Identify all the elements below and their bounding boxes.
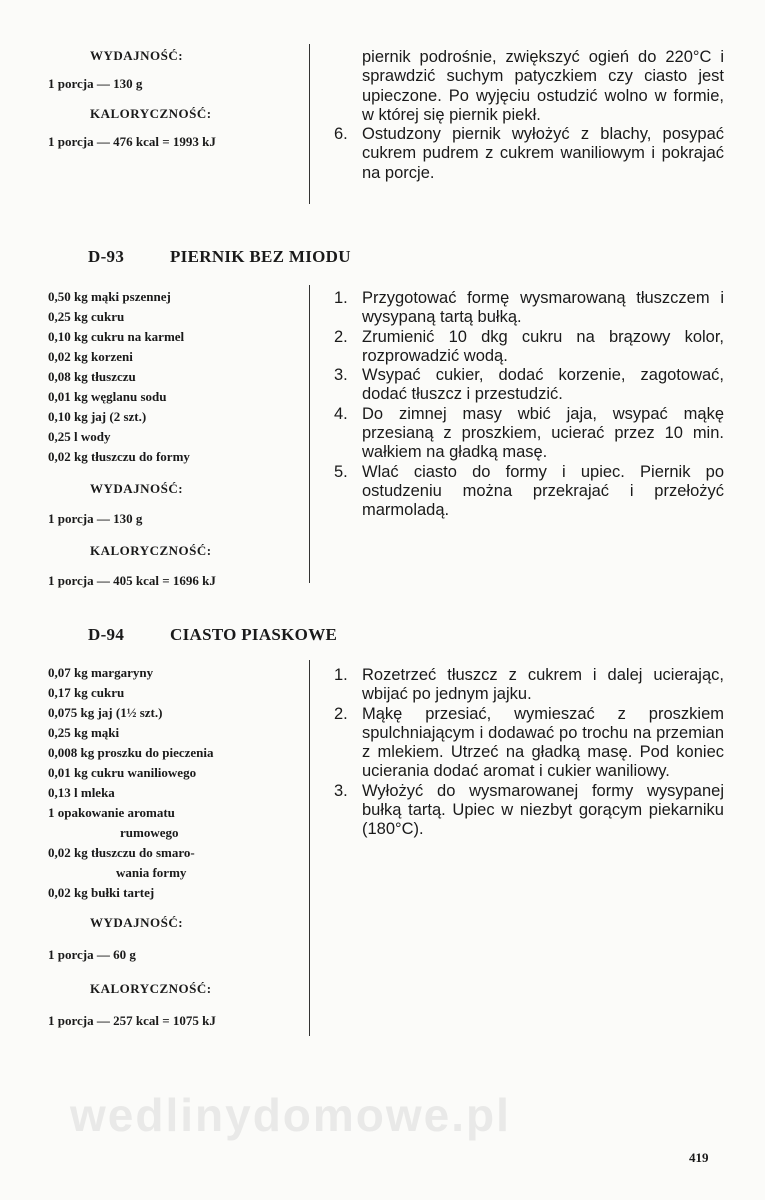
yield-value: 1 porcja — 130 g	[48, 511, 143, 526]
step: 3. Wyłożyć do wysmarowanej formy wysypanej bułką tartą. Upiec w niezbyt gorącym piekarniku (180°C).	[334, 781, 724, 839]
ingredient: 0,25 kg cukru	[48, 309, 125, 324]
yield-label: WYDAJNOŚĆ:	[90, 481, 184, 496]
ingredient: 0,02 kg tłuszczu do formy	[48, 449, 190, 464]
step: piernik podrośnie, zwiększyć ogień do 220°C i sprawdzić suchym patyczkiem czy ciasto jest upieczone. Po wyjęciu ostudzić wolno w formie, w której się piernik piekł.	[362, 48, 724, 124]
ingredient: 1 opakowanie aromatu	[48, 805, 175, 820]
step: 1. Rozetrzeć tłuszcz z cukrem i dalej ucierając, wbijać po jednym jajku.	[334, 666, 724, 704]
recipe-title: PIERNIK BEZ MIODU	[170, 247, 351, 266]
calorie-value: 1 porcja — 476 kcal = 1993 kJ	[48, 134, 216, 149]
page-number: 419	[689, 1150, 709, 1165]
ingredient: 0,50 kg mąki pszennej	[48, 289, 171, 304]
calorie-label: KALORYCZNOŚĆ:	[90, 981, 212, 996]
calorie-label: KALORYCZNOŚĆ:	[90, 543, 212, 558]
ingredient: 0,25 kg mąki	[48, 725, 120, 740]
calorie-value: 1 porcja — 257 kcal = 1075 kJ	[48, 1013, 216, 1028]
recipe-heading-d93	[88, 247, 351, 267]
yield-value: 1 porcja — 60 g	[48, 947, 136, 962]
d93-ingredients	[48, 287, 308, 593]
ingredient: 0,075 kg jaj (1½ szt.)	[48, 705, 163, 720]
ingredient: 0,08 kg tłuszczu	[48, 369, 136, 384]
column-divider	[309, 44, 310, 204]
step: 2. Zrumienić 10 dkg cukru na brązowy kolor, rozprowadzić wodą.	[334, 327, 724, 365]
ingredient: 0,008 kg proszku do pieczenia	[48, 745, 214, 760]
ingredient-continuation: wania formy	[116, 865, 187, 880]
watermark: wedlinydomowe.pl	[70, 1089, 511, 1141]
ingredient: 0,10 kg cukru na karmel	[48, 329, 185, 344]
yield-value: 1 porcja — 130 g	[48, 76, 143, 91]
ingredient: 0,13 l mleka	[48, 785, 115, 800]
calorie-value: 1 porcja — 405 kcal = 1696 kJ	[48, 573, 216, 588]
column-divider	[309, 660, 310, 1036]
ingredient: 0,07 kg margaryny	[48, 665, 154, 680]
ingredient: 0,25 l wody	[48, 429, 111, 444]
recipe-title: CIASTO PIASKOWE	[170, 625, 338, 644]
step: 2. Mąkę przesiać, wymieszać z proszkiem spulchniającym i dodawać po trochu na przemian z mlekiem. Utrzeć na gładką masę. Pod koniec ucierania dodać aromat i cukier waniliowy.	[334, 704, 724, 781]
yield-label: WYDAJNOŚĆ:	[90, 48, 184, 63]
ingredient: 0,02 kg tłuszczu do smaro-	[48, 845, 195, 860]
ingredient: 0,17 kg cukru	[48, 685, 125, 700]
recipe-heading-d94	[88, 625, 337, 645]
column-divider	[309, 285, 310, 583]
ingredient-continuation: rumowego	[120, 825, 179, 840]
ingredient: 0,10 kg jaj (2 szt.)	[48, 409, 147, 424]
d93-steps	[334, 289, 724, 521]
ingredient: 0,01 kg cukru waniliowego	[48, 765, 197, 780]
step: 1. Przygotować formę wysmarowaną tłuszczem i wysypaną tartą bułką.	[334, 289, 724, 327]
step: 4. Do zimnej masy wbić jaja, wsypać mąkę przesianą z proszkiem, ucierać przez 10 min. wałkiem na gładką masę.	[334, 404, 724, 462]
recipe-code: D-94	[88, 625, 125, 644]
ingredient: 0,02 kg korzeni	[48, 349, 133, 364]
top-steps	[334, 48, 724, 183]
d94-ingredients	[48, 663, 308, 1033]
ingredient: 0,02 kg bułki tartej	[48, 885, 155, 900]
yield-label: WYDAJNOŚĆ:	[90, 915, 184, 930]
recipe-code: D-93	[88, 247, 125, 266]
calorie-label: KALORYCZNOŚĆ:	[90, 106, 212, 121]
top-nutrition	[48, 44, 308, 154]
step: 3. Wsypać cukier, dodać korzenie, zagotować, dodać tłuszcz i przestudzić.	[334, 366, 724, 404]
step: 5. Wlać ciasto do formy i upiec. Piernik po ostudzeniu można przekrajać i przełożyć marmoladą.	[334, 462, 724, 520]
d94-steps	[334, 666, 724, 840]
ingredient: 0,01 kg węglanu sodu	[48, 389, 167, 404]
step: 6. Ostudzony piernik wyłożyć z blachy, posypać cukrem pudrem z cukrem waniliowym i pokrajać na porcje.	[334, 125, 724, 182]
